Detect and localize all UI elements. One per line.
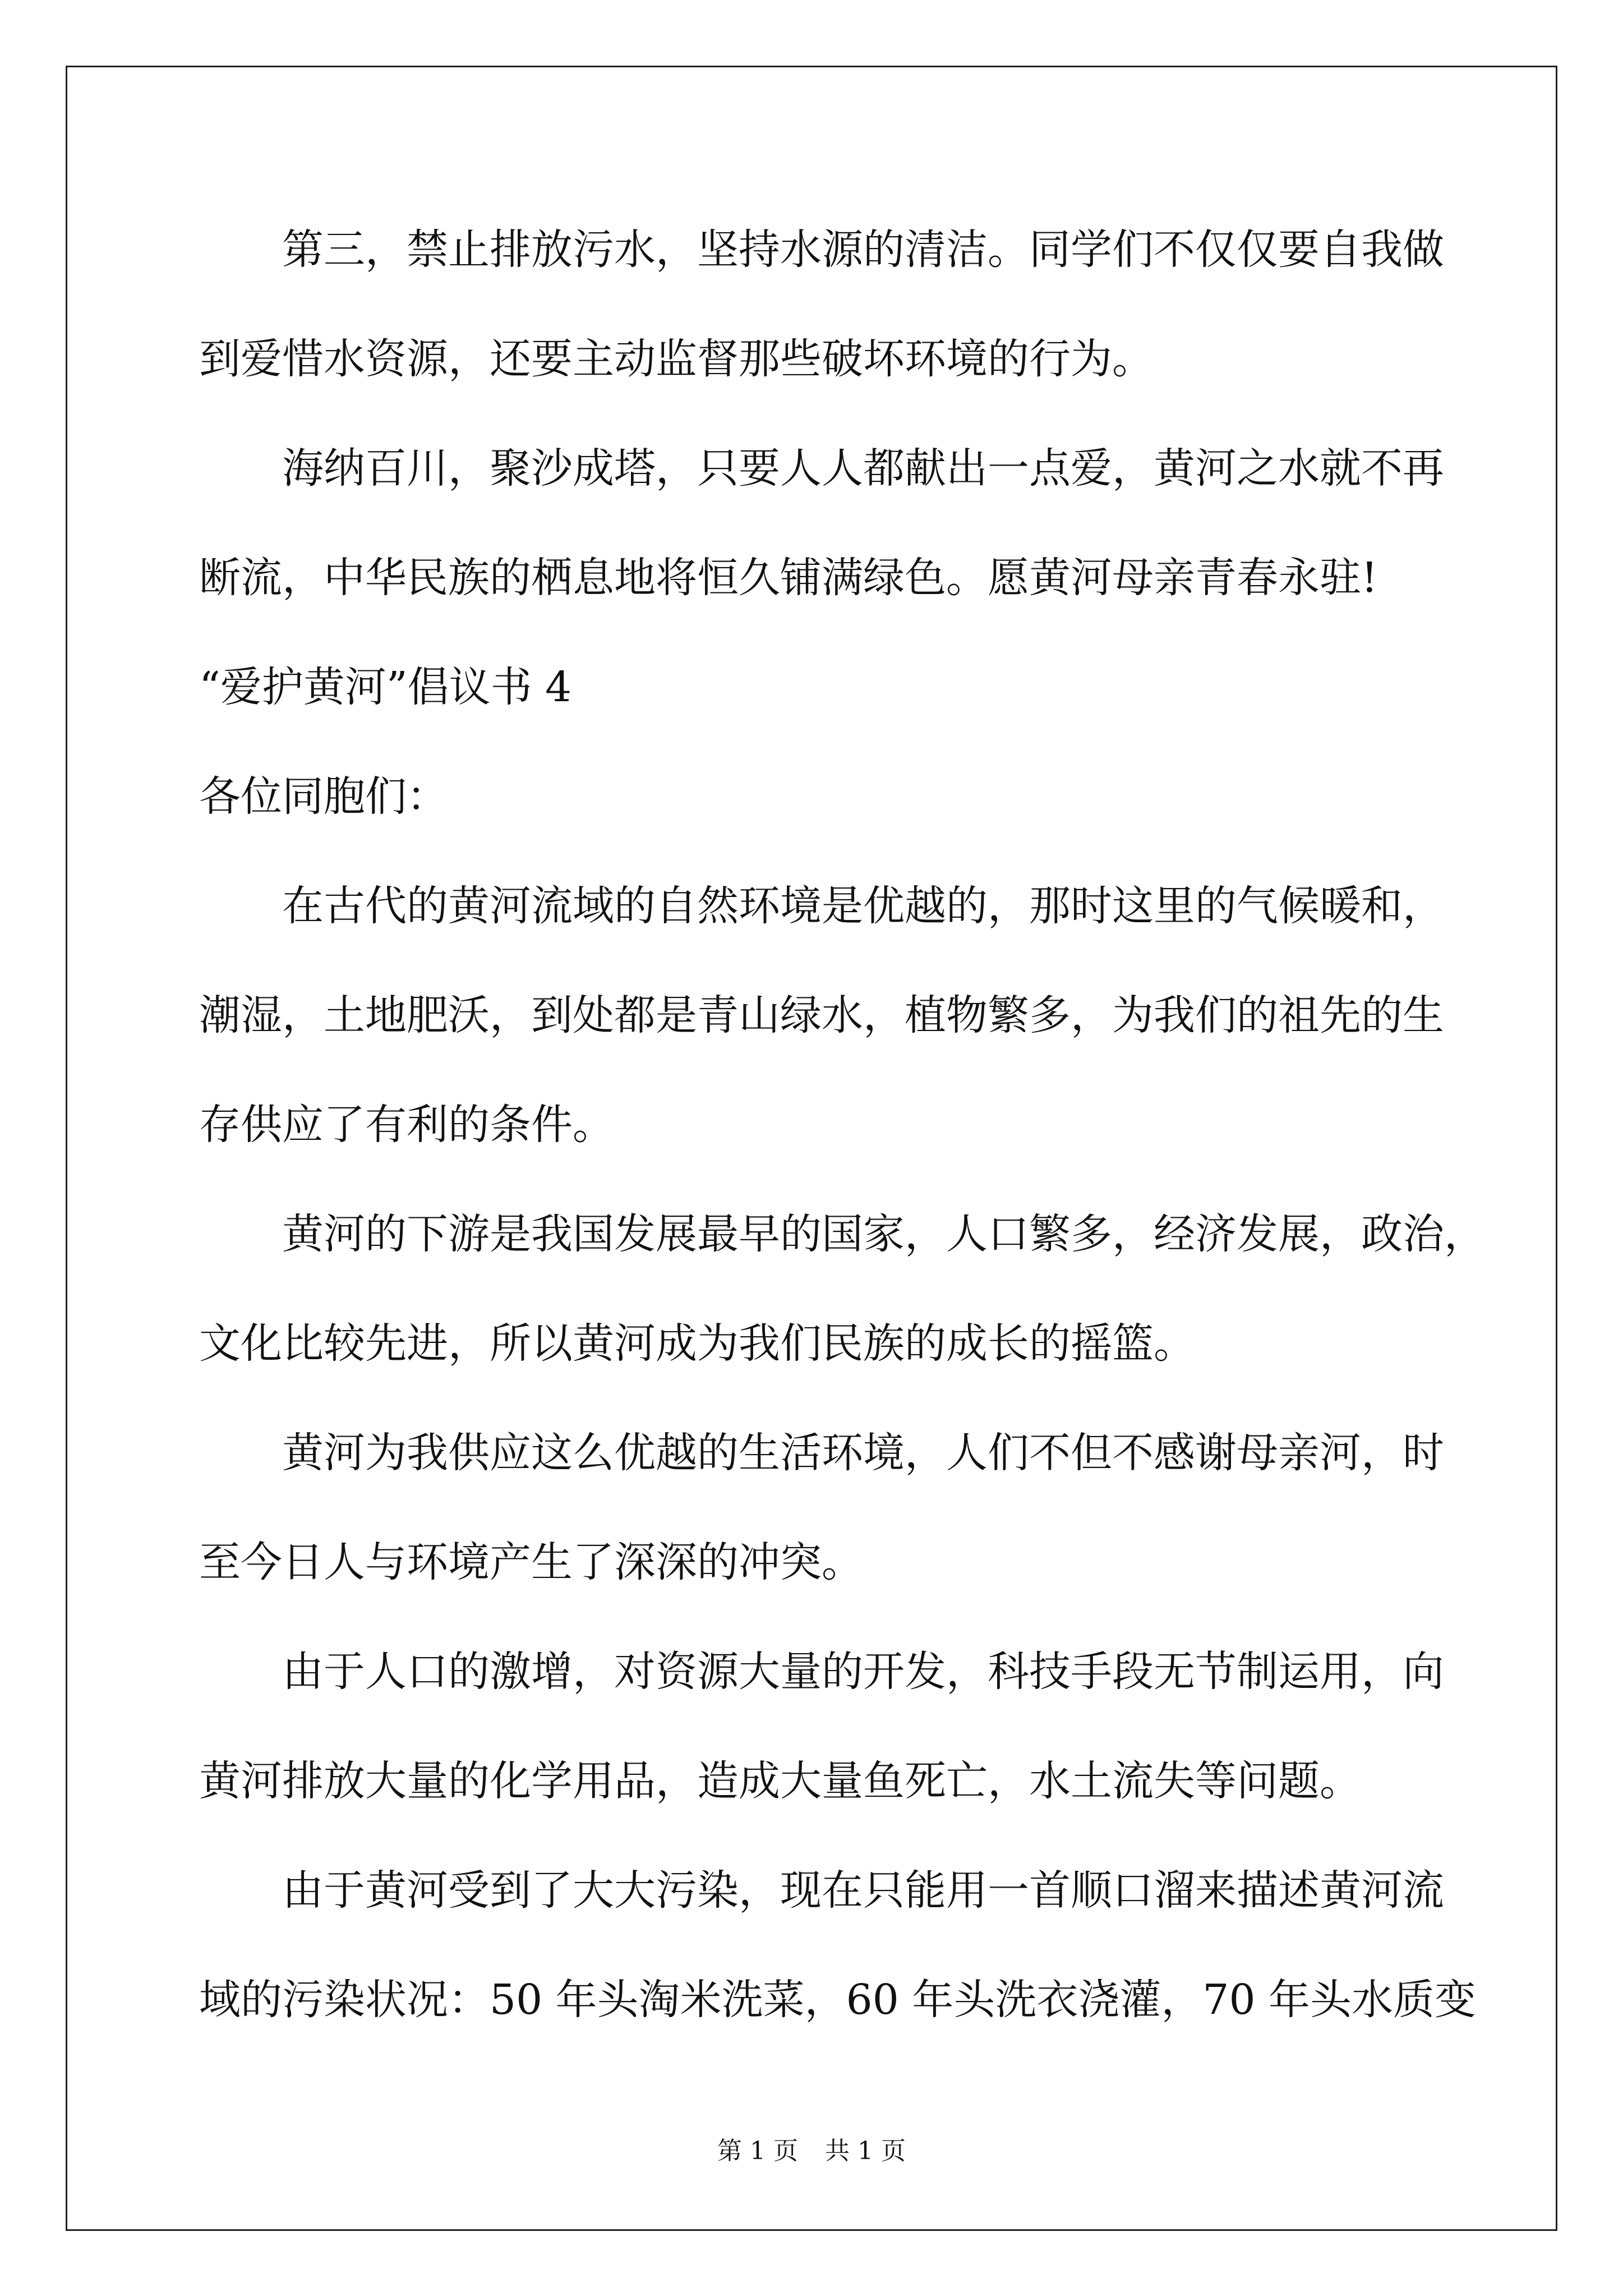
paragraph-line: 到爱惜水资源，还要主动监督那些破坏环境的行为。 [199,335,1154,383]
paragraph-line: 黄河的下游是我国发展最早的国家，人口繁多，经济发展，政治， [282,1210,1486,1258]
page-footer [0,2134,1623,2168]
paragraph-line: 存供应了有利的条件。 [199,1101,614,1149]
paragraph-line: 至今日人与环境产生了深深的冲突。 [199,1538,863,1586]
paragraph-line: 潮湿，土地肥沃，到处都是青山绿水，植物繁多，为我们的祖先的生 [199,991,1444,1039]
paragraph-line: 第三，禁止排放污水，坚持水源的清洁。同学们不仅仅要自我做 [282,226,1444,274]
section-heading: “爱护黄河”倡议书 4 [199,663,572,711]
paragraph-line: 由于人口的激增，对资源大量的开发，科技手段无节制运用，向 [282,1648,1444,1696]
paragraph-line: 文化比较先进，所以黄河成为我们民族的成长的摇篮。 [199,1319,1195,1368]
paragraph-line: 断流，中华民族的栖息地将恒久铺满绿色。愿黄河母亲青春永驻! [199,554,1378,602]
salutation: 各位同胞们： [199,772,448,821]
page-number: 第 1 页 [717,2137,798,2165]
paragraph-line: 黄河为我供应这么优越的生活环境，人们不但不感谢母亲河，时 [282,1429,1444,1477]
paragraph-line: 在古代的黄河流域的自然环境是优越的，那时这里的气候暖和， [282,882,1444,930]
page-total: 共 1 页 [825,2137,906,2165]
paragraph-line: 黄河排放大量的化学用品，造成大量鱼死亡，水土流失等问题。 [199,1757,1361,1805]
paragraph-line: 由于黄河受到了大大污染，现在只能用一首顺口溜来描述黄河流 [282,1866,1444,1915]
paragraph-line: 域的污染状况：50 年头淘米洗菜，60 年头洗衣浇灌，70 年头水质变 [199,1976,1477,2024]
paragraph-line: 海纳百川，聚沙成塔，只要人人都献出一点爱，黄河之水就不再 [282,444,1444,493]
